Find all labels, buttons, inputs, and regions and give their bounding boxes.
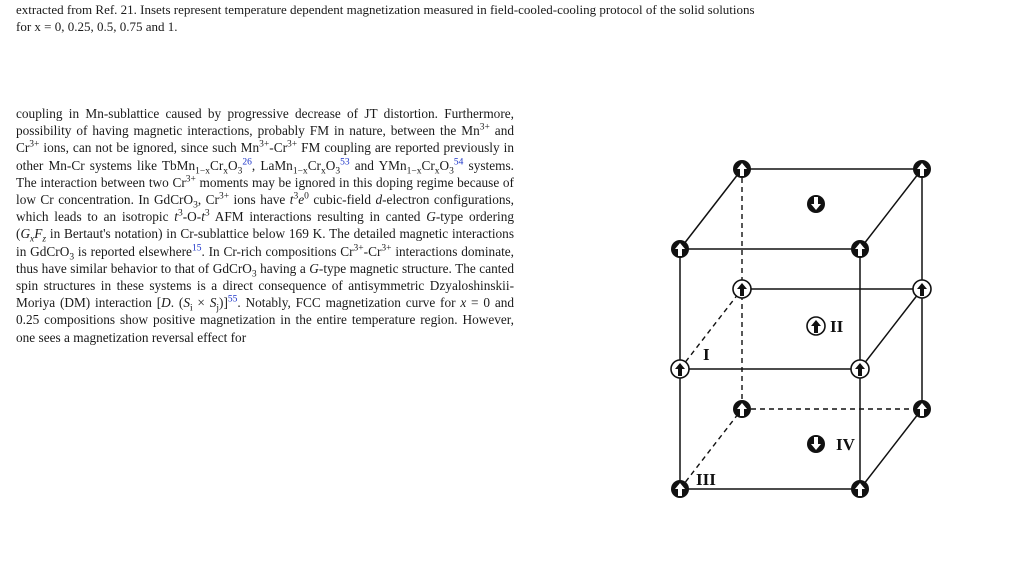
text-run: systems. The interaction between two Cr [16, 157, 514, 190]
text-run: moments may be ignored in this doping regime because of low Cr concentration. In GdCrO [16, 174, 514, 208]
math-var: z [42, 235, 47, 246]
math-var: x [30, 235, 35, 246]
citation-link[interactable]: 26 [242, 157, 252, 168]
site-label-I: I [703, 345, 710, 364]
text-run: AFM interactions resulting in canted [209, 209, 427, 225]
site-label-II: II [830, 317, 844, 336]
text-run: -electron configurations, which leads to an isotropic [16, 192, 514, 225]
spin-up-icon [671, 240, 689, 258]
superscript: 3+ [353, 243, 364, 254]
citation-link[interactable]: 55 [227, 294, 238, 305]
cube-edges [680, 169, 922, 489]
subscript: 1−x [406, 166, 422, 177]
text-run: , Cr [197, 192, 219, 208]
math-var: t [174, 209, 178, 225]
figure-caption-top [16, 1, 1016, 35]
superscript: 3+ [479, 122, 490, 133]
text-run: Cr [209, 157, 224, 173]
math-vector: S [183, 295, 190, 311]
text-run: . ( [170, 295, 184, 311]
text-run: O [439, 157, 450, 173]
text-run: Cr [421, 157, 435, 173]
text-run: and YMn [349, 157, 407, 173]
superscript: 0 [304, 191, 309, 202]
text-run: and Cr [16, 123, 514, 156]
text-run: × [192, 295, 210, 311]
text-run: . Notably, FCC magnetization curve for [237, 295, 461, 311]
subscript: 1−x [292, 166, 308, 177]
math-var: e [298, 192, 305, 208]
superscript: 3+ [218, 191, 230, 202]
math-var: t [289, 192, 294, 208]
subscript: 3 [335, 166, 341, 177]
subscript: i [189, 303, 193, 314]
spin-up-open-icon [671, 360, 689, 378]
text-run: , LaMn [251, 157, 293, 173]
spin-down-icon [807, 435, 825, 453]
body-paragraph [16, 105, 514, 346]
text-run: ions, can not be ignored, since such Mn [39, 140, 260, 156]
spin-up-open-icon [733, 280, 751, 298]
text-run: -Cr [363, 243, 382, 259]
text-run: = 0 and 0.25 compositions show positive magnetization in the entire temperature region. However, one sees a magnetization reversal effect for [16, 295, 515, 345]
spin-up-open-icon [913, 280, 931, 298]
math-var: G [309, 260, 319, 276]
text-run: is reported elsewhere [74, 243, 192, 259]
superscript: 3 [204, 208, 210, 219]
text-run: )] [219, 295, 228, 311]
text-run: -type ordering ( [16, 209, 514, 242]
math-var: G [426, 209, 436, 225]
subscript: 3 [237, 166, 243, 177]
site-label-III: III [696, 470, 716, 489]
subscript: 3 [251, 269, 257, 280]
spin-up-icon [733, 400, 751, 418]
cube-diagram [660, 148, 1000, 558]
subscript: j [216, 303, 220, 314]
math-var: G [20, 226, 31, 242]
text-run: in Bertaut's notation) in Cr-sublattice below 169 K. The detailed magnetic interactions in GdCrO [16, 226, 514, 259]
superscript: 3+ [259, 139, 270, 150]
subscript: 3 [69, 252, 75, 263]
text-run: -O- [182, 209, 202, 225]
citation-link[interactable]: 15 [191, 243, 202, 254]
text-run: having a [256, 260, 310, 276]
subscript: 3 [193, 200, 198, 211]
math-var: F [34, 226, 43, 242]
math-var: d [375, 192, 383, 208]
spin-structure-figure [660, 148, 1000, 563]
text-run: Cr [307, 157, 321, 173]
spin-up-open-icon [851, 360, 869, 378]
text-run: O [228, 157, 238, 173]
text-run: -Cr [269, 140, 287, 156]
spin-up-icon [913, 160, 931, 178]
text-run: coupling in Mn-sublattice caused by progressive decrease of JT distortion. Furthermore, possibility of having magnetic interactions, probably FM in nature, between the Mn [16, 106, 514, 139]
text-run: . In Cr-rich compositions Cr [201, 243, 354, 259]
spin-up-icon [851, 240, 869, 258]
text-run: O [325, 157, 336, 173]
subscript: x [320, 166, 326, 177]
math-var: x [460, 295, 467, 311]
spin-up-icon [851, 480, 869, 498]
superscript: 3+ [381, 243, 392, 254]
superscript: 3+ [29, 139, 40, 150]
caption-line-1: extracted from Ref. 21. Insets represent temperature dependent magnetization measured in field-cooled-cooling protocol of the solid solutions [16, 2, 755, 17]
citation-link[interactable]: 54 [453, 157, 464, 168]
subscript: 1−x [195, 166, 210, 177]
superscript: 3+ [185, 174, 196, 185]
site-label-IV: IV [836, 435, 855, 454]
citation-link[interactable]: 53 [340, 157, 350, 168]
spin-up-open-icon [807, 317, 825, 335]
spin-up-icon [733, 160, 751, 178]
superscript: 3 [177, 208, 183, 219]
text-run: interactions dominate, thus have similar behavior to that of GdCrO [16, 243, 515, 276]
spin-up-icon [671, 480, 689, 498]
spin-down-icon [807, 195, 825, 213]
superscript: 3 [293, 191, 299, 202]
text-run: FM coupling are reported previously in other Mn-Cr systems like TbMn [16, 140, 514, 173]
spin-up-icon [913, 400, 931, 418]
text-run: -type magnetic structure. The canted spin structures in these systems is a direct consequence of antisymmetric Dzyaloshinskii-Moriya (DM) interaction [ [16, 260, 514, 311]
subscript: 3 [449, 166, 454, 177]
math-vector: S [209, 295, 217, 311]
text-run: ions have [229, 192, 290, 208]
subscript: x [434, 166, 440, 177]
math-var: D [161, 295, 171, 311]
caption-line-2: for x = 0, 0.25, 0.5, 0.75 and 1. [16, 19, 178, 34]
text-run: cubic-field [308, 192, 376, 208]
math-var: t [201, 209, 205, 225]
subscript: x [223, 166, 229, 177]
superscript: 3+ [287, 139, 298, 150]
